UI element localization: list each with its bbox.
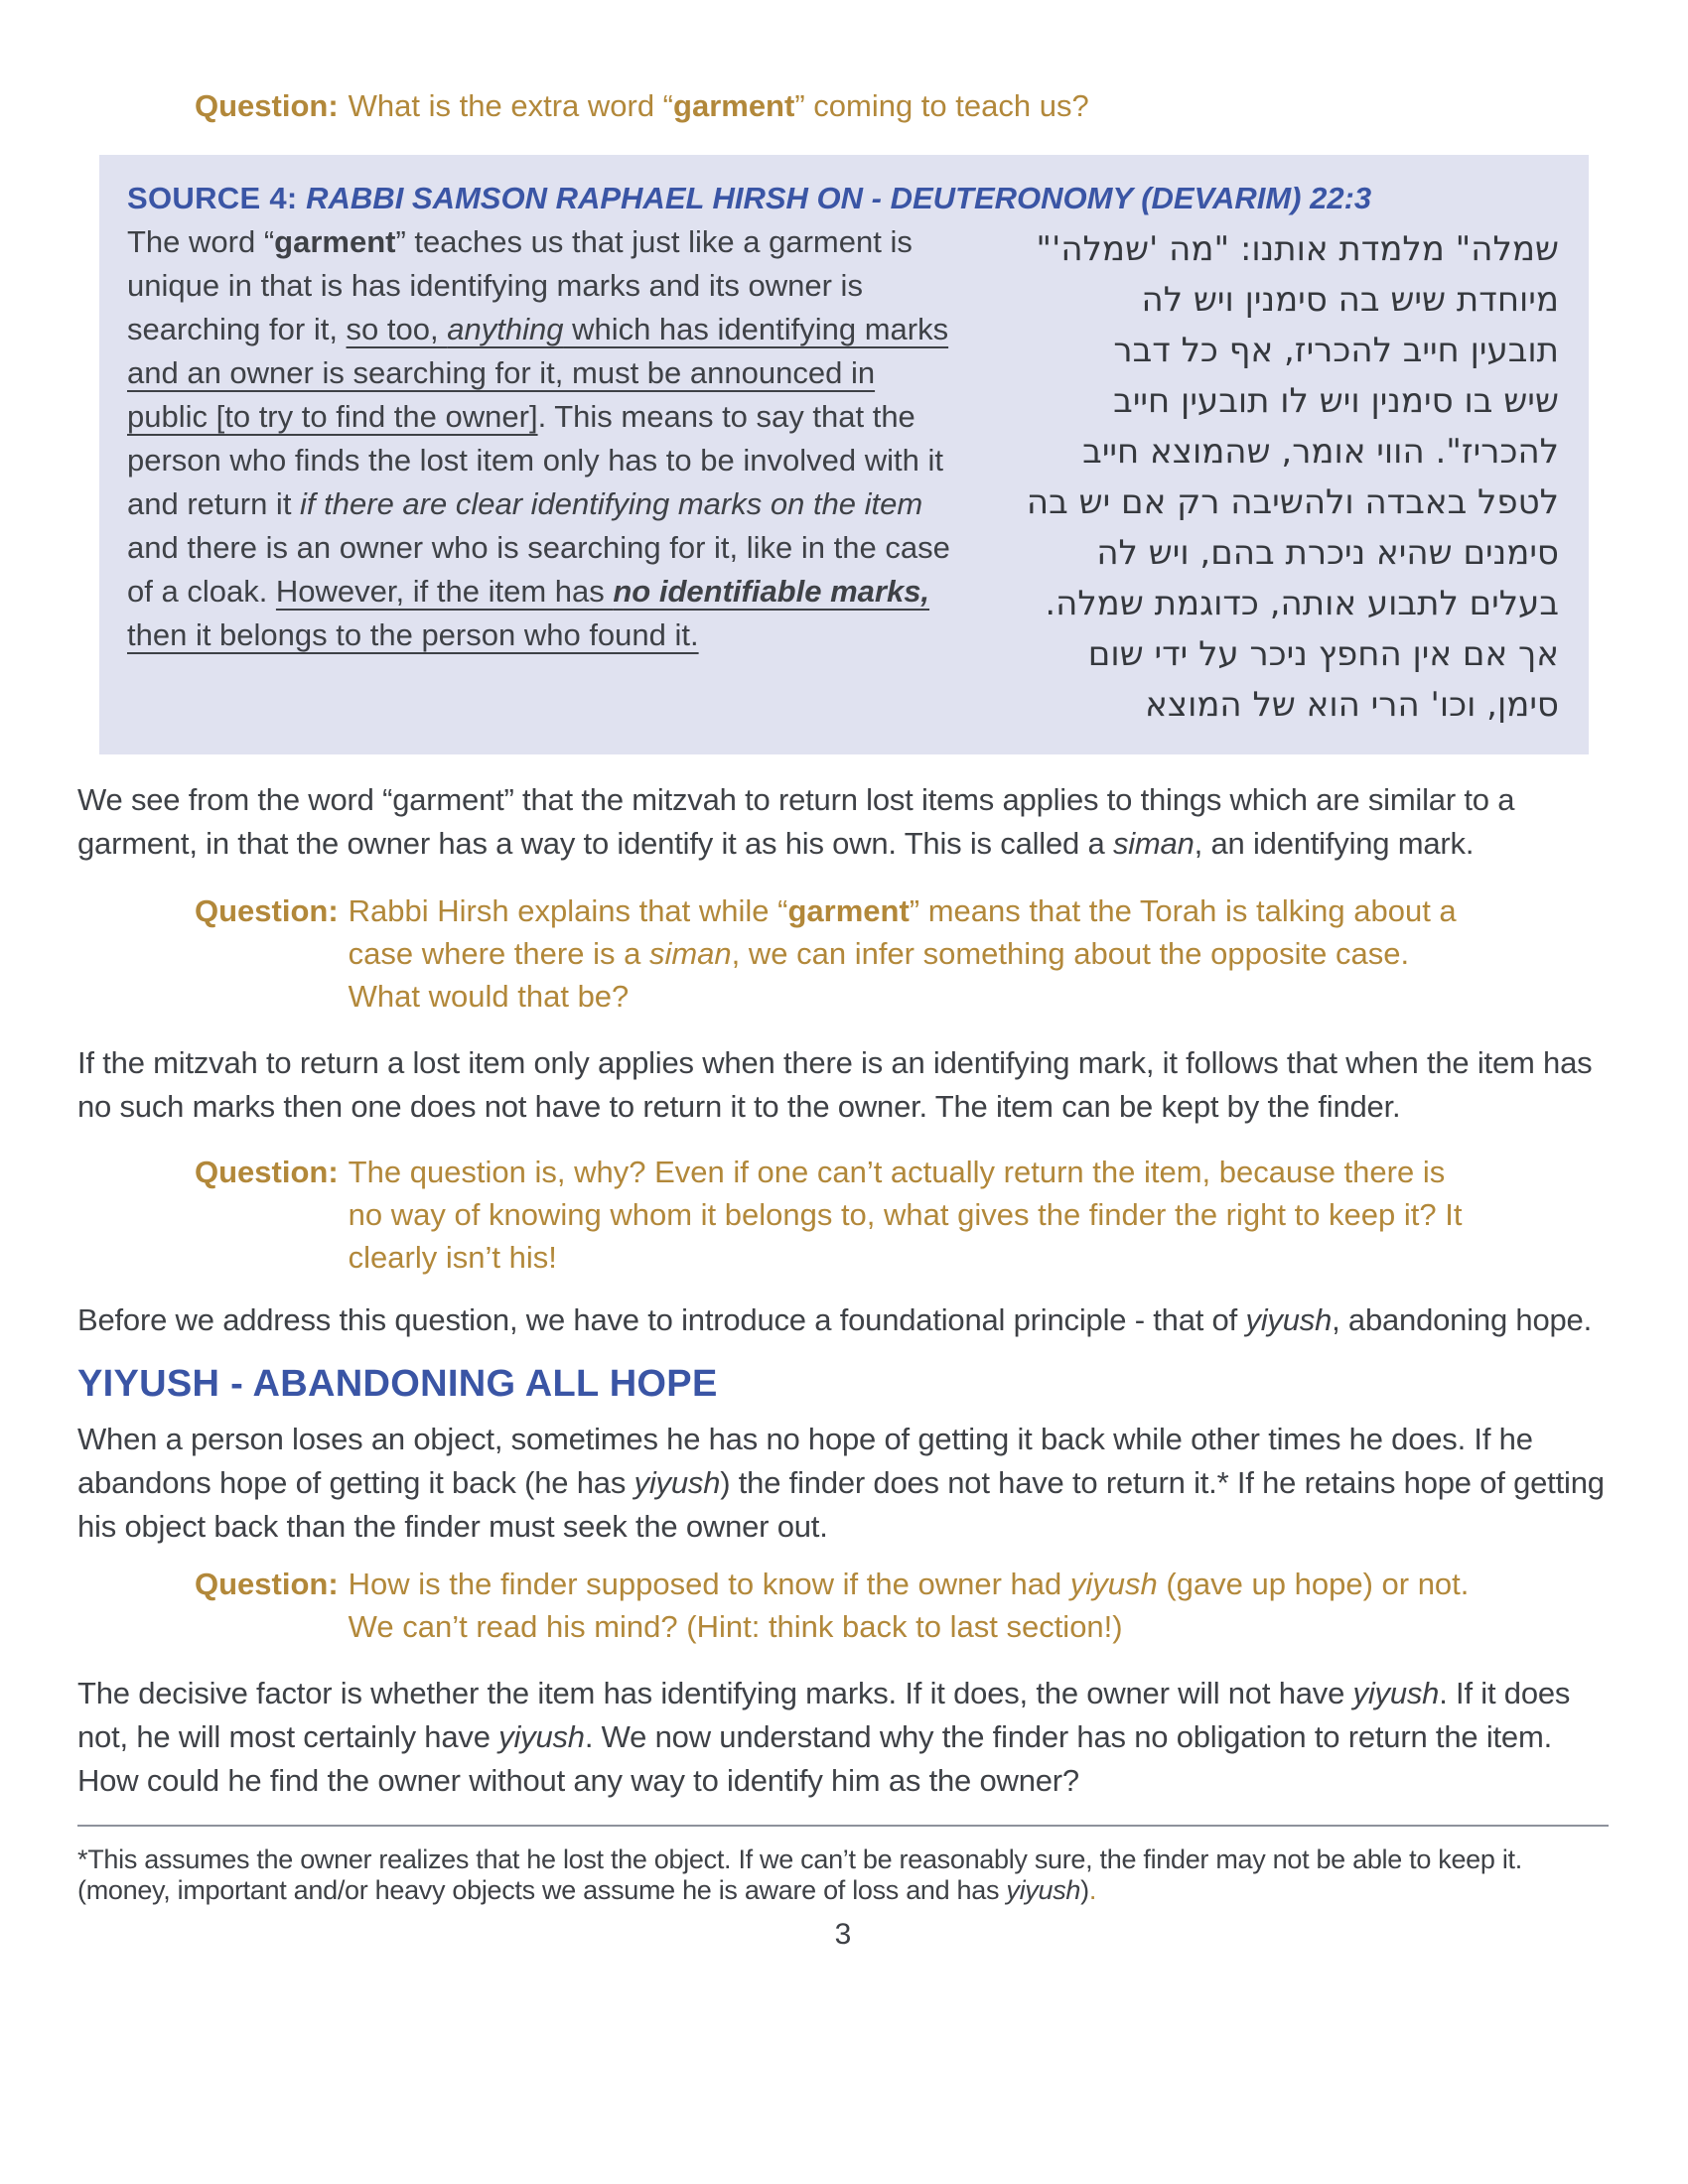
question-block-2 [195,889,1609,1018]
question-block-4 [195,1563,1609,1648]
hebrew-line: סימנים שהיא ניכרת בהם, ויש לה [1096,533,1559,573]
question-label: Question: [195,1155,339,1189]
hebrew-line: סימן, וכו' הרי הוא של המוצא [1145,685,1559,725]
question-text: The question is, why? Even if one can’t actually return the item, because there is no way of knowing whom it belongs to, what gives the finder the right to keep it? It clearly isn’t his! [348,1155,1463,1275]
source-header-label: SOURCE 4: [127,181,298,215]
hebrew-line: שמלה" מלמדת אותנו: "מה 'שמלה'" [1036,229,1559,269]
question-text: What is the extra word “garment” coming to teach us? [348,88,1089,123]
question-label: Question: [195,88,339,123]
source-header [127,179,1559,218]
hebrew-line: לטפל באבדה ולהשיבה רק אם יש בה [1026,482,1559,522]
body-paragraph-5: The decisive factor is whether the item has identifying marks. If it does, the owner will not have yiyush. If it does not, he will most certainly have yiyush. We now understand why the finder has no obligation to return the item. How could he find the owner without any way to identify him as the owner? [77,1676,1571,1798]
question-text: Rabbi Hirsh explains that while “garment” means that the Torah is talking about a case where there is a siman, we can infer something about the opposite case. What would that be? [348,893,1457,1014]
question-block-1 [195,84,1609,127]
source-hebrew-text [1003,220,1559,731]
hebrew-line: תובעין חייב להכריז, אף כל דבר [1113,331,1559,370]
question-label: Question: [195,1567,339,1601]
source-english-text: The word “garment” teaches us that just like a garment is unique in that is has identifying marks and its owner is searching for it, so too, anything which has identifying marks and an owner is searching for it, must be announced in public [to try to find the owner]. This means to say that the person who finds the lost item only has to be involved with it and return it if there are clear identifying marks on the item and there is an owner who is searching for it, like in the case of a cloak. However, if the item has no identifiable marks, then it belongs to the person who found it. [127,224,950,652]
page-number: 3 [834,1918,852,1951]
hebrew-line: מיוחדת שיש בה סימנין ויש לה [1141,280,1559,320]
question-text: How is the finder supposed to know if the owner had yiyush (gave up hope) or not. We can’t read his mind? (Hint: think back to last section!) [348,1567,1470,1644]
source-box [99,155,1589,754]
body-paragraph-3: Before we address this question, we have to introduce a foundational principle - that of yiyush, abandoning hope. [77,1302,1592,1337]
body-paragraph-1: We see from the word “garment” that the mitzvah to return lost items applies to things which are similar to a garment, in that the owner has a way to identify it as his own. This is called a siman, an identifying mark. [77,782,1515,861]
body-paragraph-2: If the mitzvah to return a lost item only applies when there is an identifying mark, it follows that when the item has no such marks then one does not have to return it to the owner. The item can be kept by the finder. [77,1045,1593,1124]
footnote-divider [77,1825,1609,1827]
question-label: Question: [195,893,339,928]
hebrew-line: להכריז". הווי אומר, שהמוצא חייב [1082,432,1559,472]
footnote-text: *This assumes the owner realizes that he lost the object. If we can’t be reasonably sure, the finder may not be able to keep it. (money, important and/or heavy objects we assume he is aware of loss and has yiyush). [77,1844,1522,1905]
body-paragraph-4: When a person loses an object, sometimes he has no hope of getting it back while other times he does. If he abandons hope of getting it back (he has yiyush) the finder does not have to return it.* If he retains hope of getting his object back than the finder must seek the owner out. [77,1422,1605,1544]
source-columns [127,220,1559,731]
source-header-title: RABBI SAMSON RAPHAEL HIRSH ON - DEUTERONOMY (DEVARIM) 22:3 [306,181,1372,215]
hebrew-line: בעלים לתבוע אותה, כדוגמת שמלה. [1045,584,1559,623]
section-heading-yiyush: YIYUSH - ABANDONING ALL HOPE [77,1363,718,1405]
hebrew-line: שיש בו סימנין ויש לו תובעין חייב [1113,381,1559,421]
question-block-3 [195,1151,1609,1279]
hebrew-line: אך אם אין החפץ ניכר על ידי שום [1087,634,1559,674]
